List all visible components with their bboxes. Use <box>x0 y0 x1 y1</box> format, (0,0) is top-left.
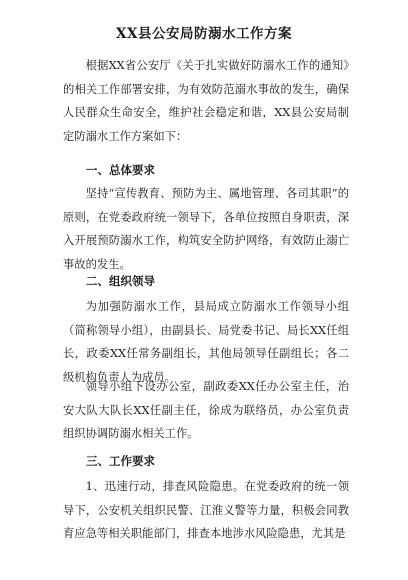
section-general-requirements-paragraph: 坚持“宣传教育、预防为主、属地管理、各司其职”的原则，在党委政府统一领导下，各单位按照自身职责，深入开展预防溺水工作，构筑安全防护网络，有效防止溺亡事故的发生。 <box>63 187 349 271</box>
section-heading-organization: 二、组织领导 <box>86 274 155 288</box>
section-organization-paragraph-2: 领导小组下设办公室，副政委XX任办公室主任，治安大队大队长XX任副主任，徐成为联络员，办公室负责组织协调防溺水相关工作。 <box>63 380 349 440</box>
section-organization-paragraph-1: 为加强防溺水工作，县局成立防溺水工作领导小组（简称领导小组），由副县长、局党委书记、局长XX任组长，政委XX任常务副组长，其他局领导任副组长；各二级机构负责人为成员。 <box>63 300 349 384</box>
section-heading-work-requirements: 三、工作要求 <box>86 454 155 468</box>
section-work-requirements-paragraph: 1、迅速行动，排查风险隐患。在党委政府的统一领导下，公安机关组织民警、江淮义警等力量，积极会同教育应急等相关职能部门，排查本地涉水风险隐患，尤其是 <box>63 480 349 540</box>
section-heading-general-requirements: 一、总体要求 <box>86 163 155 177</box>
document-title: XX县公安局防溺水工作方案 <box>116 26 292 42</box>
intro-paragraph: 根据XX省公安厅《关于扎实做好防溺水工作的通知》的相关工作部署安排，为有效防范溺水事故的发生，确保人民群众生命安全，维护社会稳定和谐，XX县公安局制定防溺水工作方案如下： <box>63 59 349 143</box>
